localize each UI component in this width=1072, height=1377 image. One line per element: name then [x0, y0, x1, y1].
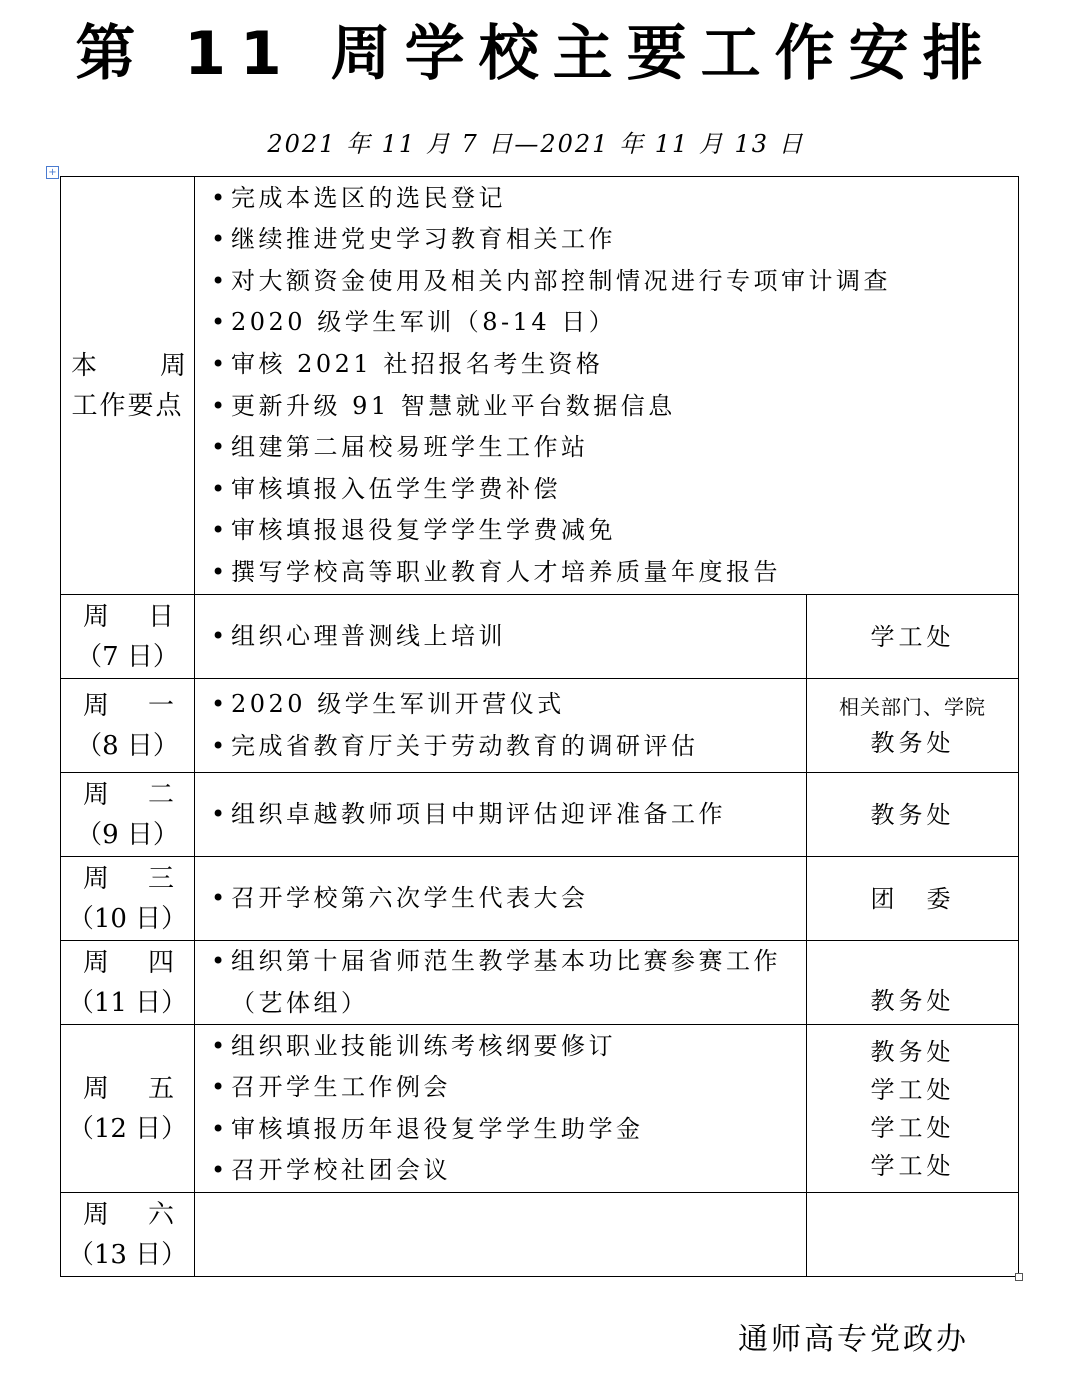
day-date: （9 日） — [76, 819, 179, 850]
task-item: • 完成省教育厅关于劳动教育的调研评估 — [211, 726, 806, 768]
task-item: • 组织第十届省师范生教学基本功比赛参赛工作（艺体组） — [211, 941, 806, 1024]
day-label-b: 四 — [147, 947, 174, 978]
day-label-a: 周 — [83, 947, 110, 978]
page-title: 第 11 周学校主要工作安排 — [75, 19, 997, 89]
day-label-b: 二 — [147, 779, 174, 810]
dept-name: 团 委 — [870, 884, 955, 913]
day-label-b: 五 — [147, 1073, 174, 1104]
day-tasks-cell — [195, 773, 807, 857]
task-item: • 召开学校第六次学生代表大会 — [211, 878, 806, 920]
day-row-thursday — [61, 941, 1019, 1025]
schedule-table — [60, 176, 1019, 1277]
key-label-char-2: 周 — [159, 350, 186, 381]
key-point-item: • 继续推进党史学习教育相关工作 — [211, 219, 1018, 261]
task-item: • 组织心理普测线上培训 — [211, 616, 806, 658]
day-row-tuesday — [61, 773, 1019, 857]
day-label-b: 三 — [147, 863, 174, 894]
day-label — [61, 1193, 195, 1277]
key-label-line2: 工作要点 — [71, 390, 184, 421]
day-tasks-cell — [195, 941, 807, 1025]
day-date: （13 日） — [67, 1239, 188, 1270]
day-label-b: 六 — [147, 1199, 174, 1230]
dept-name: 学工处 — [870, 1151, 955, 1180]
dept-name: 教务处 — [870, 728, 955, 757]
key-point-item: • 组建第二届校易班学生工作站 — [211, 427, 1018, 469]
day-label-b: 日 — [147, 601, 174, 632]
day-tasks-cell — [195, 679, 807, 773]
dept-name: 学工处 — [870, 1075, 955, 1104]
footer-office: 通师高专党政办 — [738, 1322, 969, 1357]
day-row-friday — [61, 1025, 1019, 1193]
key-point-item: • 审核 2021 社招报名考生资格 — [211, 344, 1018, 386]
table-move-handle-icon[interactable]: + — [46, 166, 59, 179]
day-row-sunday — [61, 595, 1019, 679]
task-item: • 审核填报历年退役复学学生助学金 — [211, 1109, 806, 1151]
day-date: （12 日） — [67, 1113, 188, 1144]
dept-cell — [807, 1193, 1019, 1277]
date-range: 2021 年 11 月 7 日—2021 年 11 月 13 日 — [267, 130, 805, 158]
dept-cell — [807, 595, 1019, 679]
key-points-label — [61, 177, 195, 595]
dept-name: 教务处 — [870, 1037, 955, 1066]
key-point-item: • 更新升级 91 智慧就业平台数据信息 — [211, 386, 1018, 428]
day-label — [61, 773, 195, 857]
day-date: （11 日） — [67, 987, 188, 1018]
day-row-saturday — [61, 1193, 1019, 1277]
day-tasks-cell — [195, 1193, 807, 1277]
dept-cell — [807, 1025, 1019, 1193]
dept-name: 学工处 — [870, 622, 955, 651]
day-label-a: 周 — [83, 779, 110, 810]
day-tasks-cell — [195, 595, 807, 679]
day-label-a: 周 — [83, 1073, 110, 1104]
day-label — [61, 679, 195, 773]
day-row-monday — [61, 679, 1019, 773]
day-tasks-cell — [195, 1025, 807, 1193]
dept-name: 学工处 — [870, 1113, 955, 1142]
day-label-a: 周 — [83, 601, 110, 632]
key-point-item: • 审核填报退役复学学生学费减免 — [211, 510, 1018, 552]
day-label-a: 周 — [83, 1199, 110, 1230]
day-date: （8 日） — [76, 730, 179, 761]
key-points-row — [61, 177, 1019, 595]
dept-cell — [807, 773, 1019, 857]
dept-name-small: 相关部门、学院 — [839, 694, 986, 719]
key-point-item: • 完成本选区的选民登记 — [211, 178, 1018, 220]
day-row-wednesday — [61, 857, 1019, 941]
day-date: （7 日） — [76, 641, 179, 672]
key-point-item: • 审核填报入伍学生学费补偿 — [211, 469, 1018, 511]
day-label — [61, 595, 195, 679]
key-point-item: • 2020 级学生军训（8-14 日） — [211, 302, 1018, 344]
dept-name: 教务处 — [870, 800, 955, 829]
key-point-item: • 撰写学校高等职业教育人才培养质量年度报告 — [211, 552, 1018, 594]
day-label-a: 周 — [83, 690, 110, 721]
task-item: • 召开学生工作例会 — [211, 1067, 806, 1109]
day-label-a: 周 — [83, 863, 110, 894]
task-item: • 组织卓越教师项目中期评估迎评准备工作 — [211, 794, 806, 836]
day-label — [61, 857, 195, 941]
key-point-item: • 对大额资金使用及相关内部控制情况进行专项审计调查 — [211, 261, 1018, 303]
day-label — [61, 941, 195, 1025]
dept-cell — [807, 857, 1019, 941]
day-date: （10 日） — [67, 903, 188, 934]
table-resize-handle[interactable] — [1015, 1273, 1023, 1281]
key-points-cell — [195, 177, 1019, 595]
dept-cell — [807, 941, 1019, 1025]
task-item: • 组织职业技能训练考核纲要修订 — [211, 1026, 806, 1068]
dept-name: 教务处 — [870, 987, 955, 1016]
key-points-list — [195, 178, 1018, 594]
task-item: • 召开学校社团会议 — [211, 1150, 806, 1192]
dept-cell — [807, 679, 1019, 773]
key-label-char-1: 本 — [71, 350, 98, 381]
day-tasks-cell — [195, 857, 807, 941]
task-item: • 2020 级学生军训开营仪式 — [211, 684, 806, 726]
day-label-b: 一 — [147, 690, 174, 721]
day-label — [61, 1025, 195, 1193]
